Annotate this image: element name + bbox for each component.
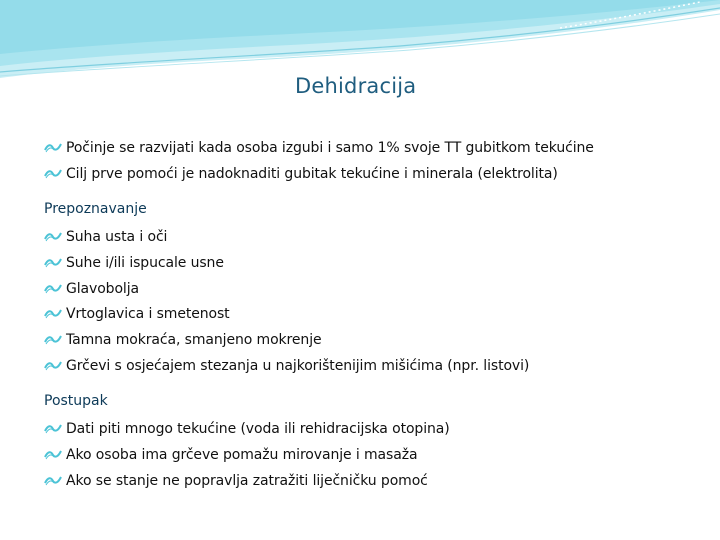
intro-item-text: Počinje se razvijati kada osoba izgubi i samo 1% svoje TT gubitkom tekućine — [66, 140, 594, 156]
wave-bullet-icon — [44, 448, 62, 460]
list-item-text: Vrtoglavica i smetenost — [66, 306, 230, 322]
list-item-text: Suha usta i oči — [66, 229, 168, 245]
wave-bullet-icon — [44, 256, 62, 268]
list-item — [44, 306, 230, 322]
wave-bullet-icon — [44, 230, 62, 242]
wave-bullet-icon — [44, 167, 62, 179]
list-item — [44, 447, 417, 463]
wave-bullet-icon — [44, 307, 62, 319]
section-heading-prepoznavanje: Prepoznavanje — [44, 201, 147, 217]
list-item-text: Tamna mokraća, smanjeno mokrenje — [66, 332, 322, 348]
intro-item — [44, 140, 594, 156]
wave-bullet-icon — [44, 359, 62, 371]
list-item-text: Suhe i/ili ispucale usne — [66, 255, 224, 271]
wave-bullet-icon — [44, 474, 62, 486]
wave-bullet-icon — [44, 333, 62, 345]
slide-title: Dehidracija — [295, 74, 417, 98]
list-item-text: Ako osoba ima grčeve pomažu mirovanje i masaža — [66, 447, 418, 463]
wave-bullet-icon — [44, 141, 62, 153]
wave-bullet-icon — [44, 282, 62, 294]
section-heading-postupak: Postupak — [44, 393, 108, 409]
list-item-text: Dati piti mnogo tekućine (voda ili rehidracijska otopina) — [66, 421, 450, 437]
list-item — [44, 421, 450, 437]
intro-item-text: Cilj prve pomoći je nadoknaditi gubitak tekućine i minerala (elektrolita) — [66, 166, 558, 182]
list-item — [44, 255, 224, 271]
list-item-text: Glavobolja — [66, 281, 139, 297]
intro-item — [44, 166, 558, 182]
list-item-text: Grčevi s osjećajem stezanja u najkorištenijim mišićima (npr. listovi) — [66, 358, 530, 374]
list-item — [44, 358, 529, 374]
list-item — [44, 473, 428, 489]
list-item — [44, 281, 139, 297]
wave-bullet-icon — [44, 422, 62, 434]
list-item — [44, 332, 322, 348]
list-item — [44, 229, 167, 245]
list-item-text: Ako se stanje ne popravlja zatražiti liječničku pomoć — [66, 473, 428, 489]
